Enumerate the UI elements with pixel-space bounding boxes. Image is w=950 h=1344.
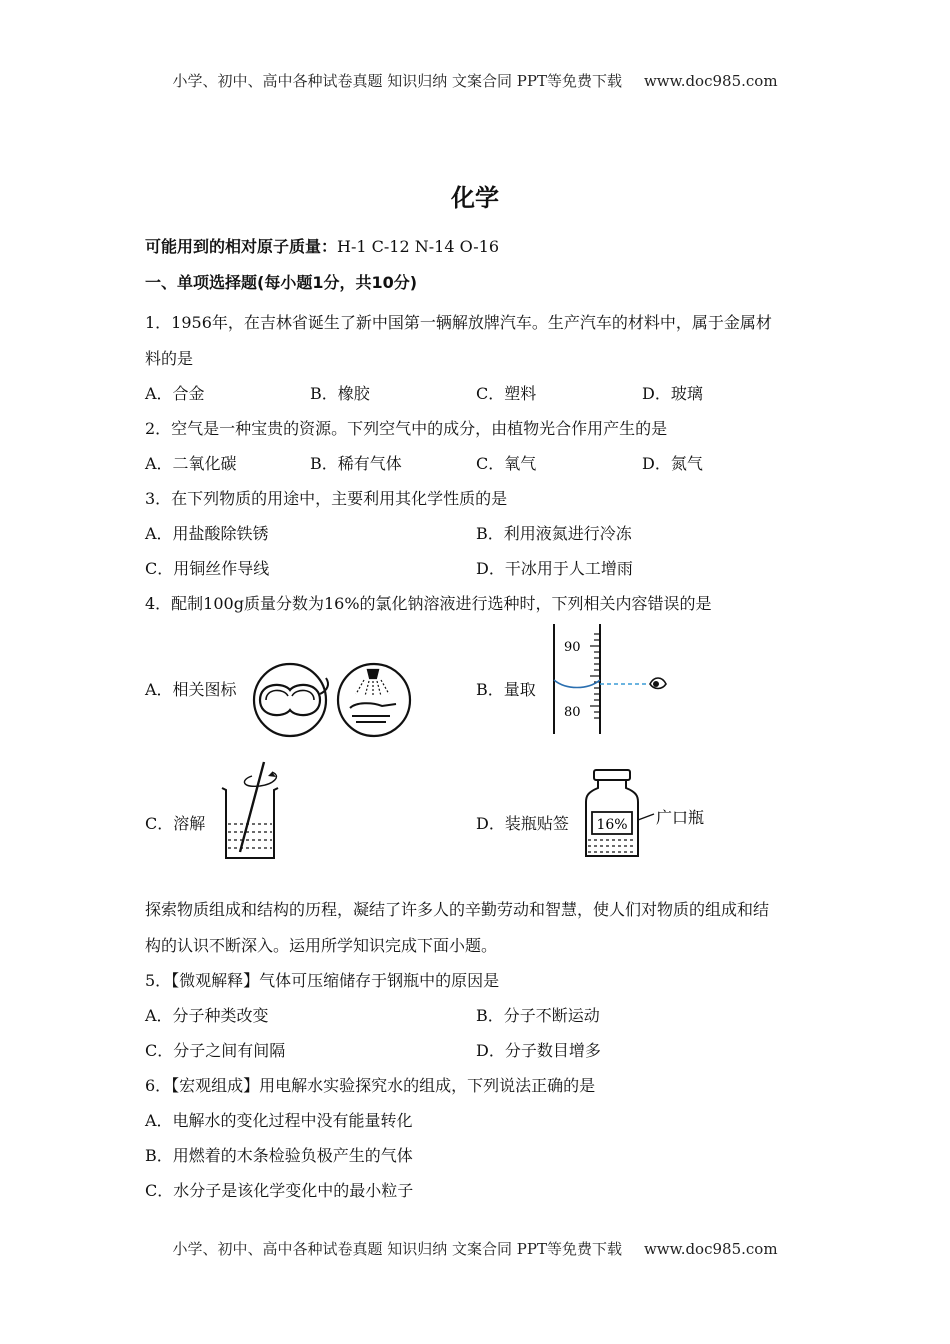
q4-option-b: B．量取 — [476, 680, 536, 699]
q4-option-d: D．装瓶贴签 — [476, 814, 569, 833]
header-text: 小学、初中、高中各种试卷真题 知识归纳 文案合同 PPT等免费下载 — [172, 72, 622, 90]
q2-stem: 2．空气是一种宝贵的资源。下列空气中的成分，由植物光合作用产生的是 — [145, 419, 668, 438]
q3-option-c: C．用铜丝作导线 — [145, 559, 270, 578]
cylinder-label-80: 80 — [564, 705, 581, 720]
q1-option-d: D．玻璃 — [642, 384, 703, 403]
bottle-name: 广口瓶 — [656, 808, 705, 827]
q3-option-a: A．用盐酸除铁锈 — [145, 524, 269, 543]
passage-line2: 构的认识不断深入。运用所学知识完成下面小题。 — [145, 936, 498, 955]
q5-option-a: A．分子种类改变 — [145, 1006, 269, 1025]
q6-option-c: C．水分子是该化学变化中的最小粒子 — [145, 1181, 414, 1200]
stirring-rod — [240, 762, 264, 852]
q5-option-c: C．分子之间有间隔 — [145, 1041, 286, 1060]
q1-stem-line1: 1．1956年，在吉林省诞生了新中国第一辆解放牌汽车。生产汽车的材料中，属于金属材 — [145, 313, 772, 332]
q6-option-b: B．用燃着的木条检验负极产生的气体 — [145, 1146, 413, 1165]
q4-stem: 4．配制100g质量分数为16%的氯化钠溶液进行选种时，下列相关内容错误的是 — [145, 594, 712, 613]
q5-stem: 5．【微观解释】气体可压缩储存于钢瓶中的原因是 — [145, 971, 500, 990]
header-site[interactable]: www.doc985.com — [643, 72, 778, 90]
q5-option-b: B．分子不断运动 — [476, 1006, 600, 1025]
q3-option-d: D．干冰用于人工增雨 — [476, 559, 633, 578]
q2-option-b: B．稀有气体 — [310, 454, 402, 473]
q1-option-c: C．塑料 — [476, 384, 537, 403]
q6-option-a: A．电解水的变化过程中没有能量转化 — [145, 1111, 413, 1130]
beaker-liquid — [228, 824, 272, 848]
q2-option-d: D．氮气 — [642, 454, 703, 473]
q1-stem-line2: 料的是 — [145, 349, 194, 368]
atomic-mass-line — [145, 234, 499, 257]
q3-stem: 3．在下列物质的用途中，主要利用其化学性质的是 — [145, 489, 508, 508]
q4-option-a: A．相关图标 — [145, 680, 237, 699]
q4-option-c: C．溶解 — [145, 814, 206, 833]
section-heading: 一、单项选择题(每小题1分，共10分) — [145, 273, 418, 292]
page-footer — [0, 1238, 950, 1259]
beaker-figure — [218, 760, 298, 864]
atomic-mass-values: H-1 C-12 N-14 O-16 — [337, 237, 500, 256]
q1-option-b: B．橡胶 — [310, 384, 370, 403]
footer-text: 小学、初中、高中各种试卷真题 知识归纳 文案合同 PPT等免费下载 — [172, 1240, 622, 1258]
q5-option-d: D．分子数目增多 — [476, 1041, 601, 1060]
q2-option-c: C．氧气 — [476, 454, 537, 473]
q1-option-a: A．合金 — [145, 384, 205, 403]
bottle-figure — [582, 766, 722, 862]
cylinder-label-90: 90 — [564, 640, 581, 655]
passage-line1: 探索物质组成和结构的历程，凝结了许多人的辛勤劳动和智慧，使人们对物质的组成和结 — [145, 900, 770, 919]
bottle-stopper — [594, 770, 630, 780]
safety-icons-figure — [252, 660, 412, 740]
q3-option-b: B．利用液氮进行冷冻 — [476, 524, 632, 543]
cylinder-scale — [590, 634, 600, 718]
eye-icon — [650, 678, 666, 689]
hand-washing-icon — [338, 664, 410, 736]
q2-option-a: A．二氧化碳 — [145, 454, 237, 473]
pointer-line — [638, 814, 654, 820]
measuring-cylinder-figure — [550, 620, 670, 736]
page-title: 化学 — [451, 184, 499, 212]
footer-site[interactable]: www.doc985.com — [643, 1240, 778, 1258]
meniscus — [554, 680, 600, 688]
bottle-label-text: 16% — [596, 817, 628, 833]
goggles-icon — [254, 664, 328, 736]
bottle-liquid — [588, 840, 636, 852]
atomic-mass-label: 可能用到的相对原子质量： — [145, 237, 338, 256]
page-header — [0, 70, 950, 91]
q6-stem: 6．【宏观组成】用电解水实验探究水的组成，下列说法正确的是 — [145, 1076, 596, 1095]
